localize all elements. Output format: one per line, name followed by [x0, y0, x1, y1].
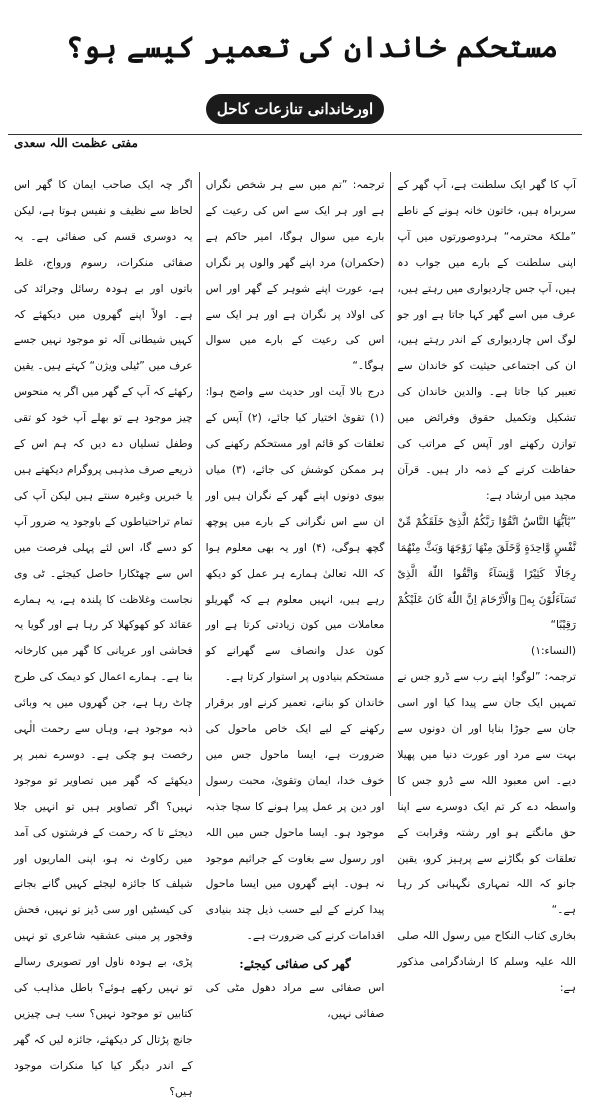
headline-area — [60, 8, 564, 86]
paragraph: بخاری کتاب النکاح میں رسول اللہ صلی اللہ علیہ وسلم کا ارشادگرامی مذکور ہے: — [397, 929, 576, 995]
quran-verse: ”یٰٓاَیُّهَا النَّاسُ اتَّقُوْا رَبَّكُمُ الَّذِیْ خَلَقَكُمْ مِّنْ نَّفْسٍ وَّاحِدَةٍ وَّخَلَقَ مِنْهَا زَوْجَهَا وَبَثَّ مِنْهُمَا رِجَالًا كَثِیْرًا وَّنِسَآءً وَاتَّقُوا اللّٰهَ الَّذِیْ تَسَآءَلُوْنَ بِهٖ وَالْاَرْحَامَ اِنَّ اللّٰهَ كَانَ عَلَیْكُمْ رَقِیْبًا“ — [397, 514, 576, 632]
column-left — [8, 172, 200, 1098]
verse-reference: (النساء:۱) — [531, 644, 576, 658]
paragraph: خاندان کو بنانے، تعمیر کرنے اور برقرار رکھنے کے لیے ایک خاص ماحول کی ضرورت ہے، ایسا ماحول جس میں خوف خدا، ایمان وتقویٰ، محبت رسول اور دین پر عمل پیرا ہونے کا سچا جذبہ موجود ہو۔ ایسا ماحول جس میں اللہ اور رسول سے بغاوت کے جراثیم موجود نہ ہوں۔ اپنے گھروں میں ایسا ماحول پیدا کرنے کے لیے حسب ذیل چند بنیادی اقدامات کرنے کی ضرورت ہے۔ — [205, 696, 385, 943]
subtitle-banner — [206, 94, 384, 124]
subtitle-text: اورخاندانی تنازعات کاحل — [216, 100, 374, 118]
column-middle — [200, 172, 392, 1021]
paragraph: درج بالا آیت اور حدیث سے واضح ہوا: (۱) تقویٰ اختیار کیا جائے، (۲) آپس کے تعلقات کو قائم اور مستحکم رکھنے کی ہر ممکن کوشش کی جائے، (۳) میاں بیوی دونوں اپنے گھر کے نگران ہیں اور ان سے اس نگرانی کے بارے میں پوچھ گچھ ہوگی، (۴) اور یہ بھی معلوم ہوا کہ اللہ تعالیٰ ہمارے ہر عمل کو دیکھ رہے ہیں، انہیں معلوم ہے کہ گھریلو معاملات میں کون زیادتی کرتا ہے اور کون عدل وانصاف سے گھرانے کو مستحکم بنیادوں پر استوار کرتا ہے۔ — [205, 385, 385, 684]
paragraph: اگر چہ ایک صاحب ایمان کا گھر اس لحاظ سے نظیف و نفیس ہوتا ہے، لیکن یہ دوسری قسم کی صفائی ہے۔ یہ صفائی منکرات، رسوم ورواج، غلط باتوں اور بے ہودہ رسائل وجرائد کی ہے۔ اولاً اپنے گھروں میں دیکھئے کہ کہیں شیطانی آلہ تو موجود نہیں جسے عرف میں ”ٹیلی ویژن“ کہتے ہیں۔ یقین رکھئے کہ آپ کے گھر میں اگر یہ منحوس چیز موجود ہے تو بھلے آپ خود کو تقی وطفل تسلیاں دے دیں کہ ہم اس کے ذریعے صرف مذہبی پروگرام دیکھتے ہیں یا خبریں وغیرہ سنتے ہیں لیکن آپ کی تمام تراحتیاطوں کے باوجود یہ ضرور آپ کو دسے گا، اس لئے پہلی فرصت میں اس سے چھٹکارا حاصل کیجئے۔ ٹی وی نجاست وغلاظت کا پلندہ ہے، یہ ہمارے عقائد کو کھوکھلا کر رہا ہے اور گویا یہ فحاشی اور عریانی کا گھر میں کارخانہ بنا ہے۔ ہمارے اعمال کو دیمک کی طرح چاٹ رہا ہے، جن گھروں میں یہ وبائی ذبہ موجود ہے، وہاں سے رحمت الٰہی رخصت ہو چکی ہے۔ دوسرے نمبر پر دیکھئے کہ گھر میں تصاویر تو موجود نہیں؟ اگر تصاویر ہیں تو انہیں جلا دیجئے تا کہ رحمت کے فرشتوں کی آمد میں رکاوٹ نہ ہو، اپنی الماریوں اور شیلف کا جائزہ لیجئے کہیں گانے بجانے کی کیسٹیں اور سی ڈیز تو نہیں، فحش وفجور پر مبنی عشقیہ شاعری تو نہیں پڑی، بے ہودہ ناول اور تصویری رسالے تو نہیں رکھے ہوئے؟ باطل مذاہب کی کتابیں تو موجود نہیں؟ سب ہی چیزیں جانچ پڑتال کر دیکھئے، جائزہ لیں کہ گھر کے اندر دیگر کیا کیا منکرات موجود ہیں؟ — [13, 178, 193, 1098]
article-columns — [8, 172, 582, 1098]
section-subheading: گھر کی صفائی کیجئے: — [239, 957, 351, 972]
paragraph: آپ کا گھر ایک سلطنت ہے، آپ گھر کے سربراہ ہیں، خاتون خانہ ہونے کے ناطے ”ملکۂ محترمہ“ ہردوصورتوں میں آپ اپنی سلطنت کے بارے میں جواب دہ ہیں، آپ جس چاردیواری میں رہتے ہیں، عرف میں اسے گھر کہا جاتا ہے اور جو لوگ اس چاردیواری کے اندر رہتے ہیں، ان کی اجتماعی حیثیت کو خاندان سے تعبیر کیا جاتا ہے۔ والدین خاندان کی تشکیل وتکمیل حقوق وفرائض میں توازن رکھنے اور آپس کے مراتب کی حفاظت کرنے کے ذمہ دار ہیں۔ قرآن مجید میں ارشاد ہے: — [397, 178, 576, 502]
headline: مستحکم خاندان کی تعمیر کیسے ہو؟ — [65, 30, 559, 64]
header-divider — [8, 134, 582, 135]
author-byline: مفتی عظمت اللہ سعدی — [14, 136, 138, 150]
hadith-translation: ترجمہ: ”تم میں سے ہر شخص نگراں ہے اور ہر ایک سے اس کی رعیت کے بارے میں سوال ہوگا، امیر حاکم ہے (حکمران) مرد اپنے گھر والوں پر نگراں ہے، عورت اپنے شوہر کے گھر اور اس کی اولاد پر نگران ہے اور ہر ایک سے اس کی رعیت کے بارے میں سوال ہوگا۔“ — [205, 178, 385, 373]
translation-paragraph: ترجمہ: ”لوگو! اپنے رب سے ڈرو جس نے تمہیں ایک جان سے پیدا کیا اور اسی جان سے جوڑا بنایا اور ان دونوں سے بہت سے مرد اور عورت دنیا میں پھیلا دیے۔ اس معبود اللہ سے ڈرو جس کا واسطہ دے کر تم ایک دوسرے سے اپنا حق مانگتے ہو اور رشتہ وقرابت کے تعلقات کو بگاڑنے سے پرہیز کرو، یقین جانو کہ اللہ تمہاری نگہبانی کر رہا ہے۔“ — [397, 670, 576, 917]
column-right — [391, 172, 582, 995]
paragraph: اس صفائی سے مراد دھول مٹی کی صفائی نہیں، — [205, 981, 385, 1021]
